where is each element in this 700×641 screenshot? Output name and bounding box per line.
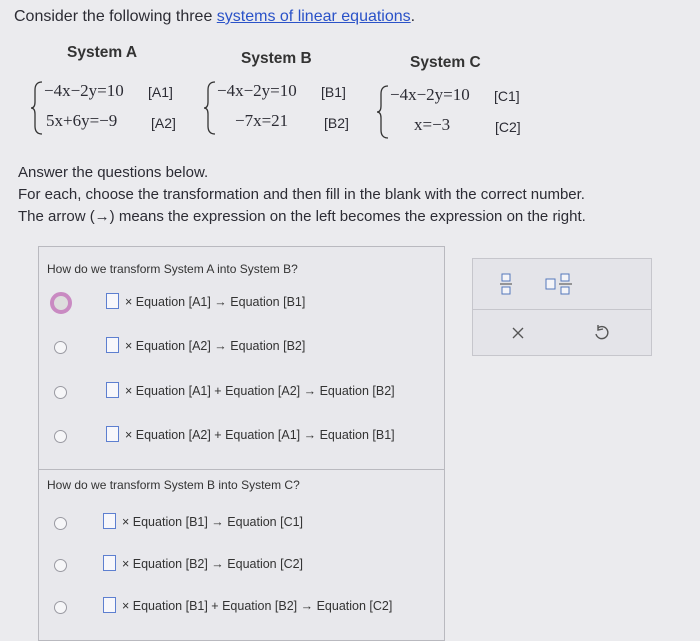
question-prompt: How do we transform System A into System B? [47,262,298,276]
option-row[interactable] [39,382,444,402]
radio-button[interactable] [54,386,67,399]
radio-button[interactable] [54,430,67,443]
option-text: × Equation [A1] + Equation [A2] → Equation [B2] [125,384,395,398]
option-row[interactable] [39,597,444,617]
system-b-title: System B [241,50,312,67]
tag-b2: [B2] [324,115,349,131]
option-text: × Equation [A2] → Equation [B2] [125,339,306,353]
option-row[interactable] [39,337,444,357]
number-blank-input[interactable] [106,337,119,353]
tag-c1: [C1] [494,88,520,104]
intro-prefix: Consider the following three [14,8,217,25]
question-b-to-c [38,469,445,641]
number-blank-input[interactable] [103,555,116,571]
option-text: × Equation [B2] → Equation [C2] [122,557,304,571]
option-text: × Equation [A2] + Equation [A1] → Equation [B1] [125,428,395,442]
number-blank-input[interactable] [106,293,119,309]
instructions [18,162,658,228]
brace-icon [376,84,390,140]
number-blank-input[interactable] [106,382,119,398]
instruction-line: The arrow (→) means the expression on the left becomes the expression on the right. [18,208,586,225]
number-blank-input[interactable] [103,513,116,529]
clear-icon[interactable] [512,327,524,339]
radio-button[interactable] [54,559,67,572]
brace-icon [203,80,217,136]
tag-b1: [B1] [321,84,346,100]
option-row[interactable] [39,513,444,533]
instruction-line: For each, choose the transformation and then fill in the blank with the correct number. [18,186,585,203]
radio-button[interactable] [54,341,67,354]
equation-b1: −4x−2y=10 [217,81,297,100]
number-blank-input[interactable] [106,426,119,442]
radio-button[interactable] [54,601,67,614]
equation-b2: −7x=21 [235,111,289,130]
option-text: × Equation [B1] → Equation [C1] [122,515,304,529]
fraction-icon[interactable] [499,273,513,295]
tag-c2: [C2] [495,119,521,135]
equation-a1: −4x−2y=10 [44,81,124,100]
intro-text [14,8,415,26]
equation-c1: −4x−2y=10 [390,85,470,104]
option-row[interactable] [39,292,444,312]
system-a-equations [30,80,200,136]
option-text: × Equation [A1] → Equation [B1] [125,295,306,309]
tag-a2: [A2] [151,115,176,131]
option-row[interactable] [39,426,444,446]
system-c-equations [376,84,546,140]
system-b-equations [203,80,373,136]
divider [473,309,651,310]
math-toolbar [472,258,652,356]
instruction-line: Answer the questions below. [18,164,209,181]
undo-icon[interactable] [593,325,609,341]
mixed-number-icon[interactable] [545,273,575,295]
brace-icon [30,80,44,136]
option-row[interactable] [39,555,444,575]
system-a-title: System A [67,44,138,61]
radio-button-selected[interactable] [50,292,72,314]
question-prompt: How do we transform System B into System C? [47,478,300,492]
intro-suffix: . [410,8,416,25]
tag-a1: [A1] [148,84,173,100]
equation-c2: x=−3 [414,115,451,134]
question-a-to-b [38,246,445,472]
radio-button[interactable] [54,517,67,530]
systems-link[interactable]: systems of linear equations [216,8,411,25]
equation-a2: 5x+6y=−9 [46,111,118,130]
number-blank-input[interactable] [103,597,116,613]
option-text: × Equation [B1] + Equation [B2] → Equation [C2] [122,599,393,613]
system-c-title: System C [410,54,481,71]
